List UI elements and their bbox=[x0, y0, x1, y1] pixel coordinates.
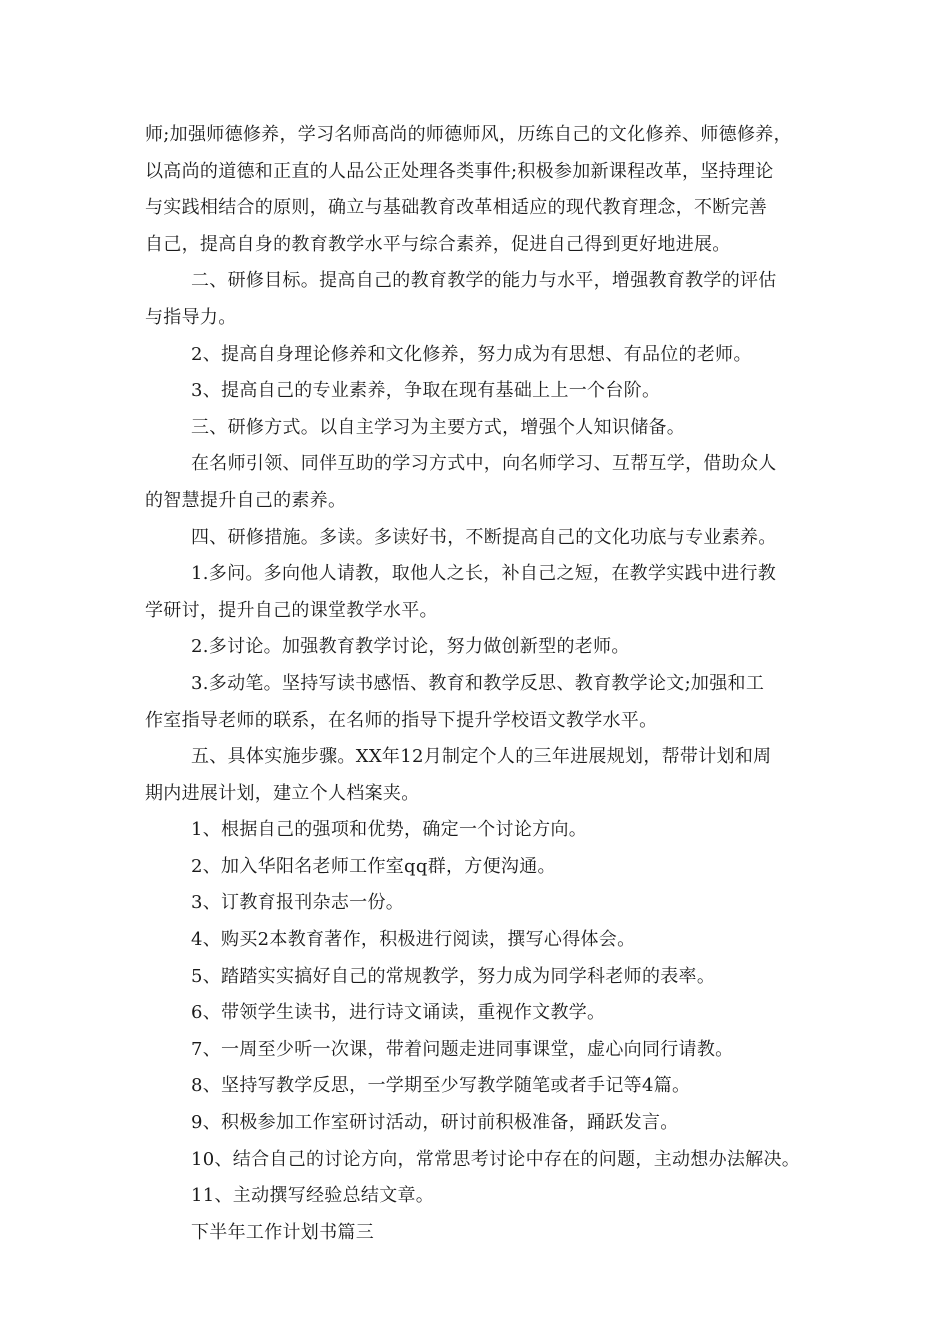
text-line: 三、研修方式。以自主学习为主要方式，增强个人知识储备。 bbox=[191, 416, 686, 438]
text-line: 5、踏踏实实搞好自己的常规教学，努力成为同学科老师的表率。 bbox=[191, 965, 716, 987]
text-line: 2、提高自身理论修养和文化修养，努力成为有思想、有品位的老师。 bbox=[191, 343, 752, 365]
text-line: 师;加强师德修养，学习名师高尚的师德师风，历练自己的文化修养、师德修养， bbox=[145, 124, 792, 145]
text-line: 9、积极参加工作室研讨活动，研讨前积极准备，踊跃发言。 bbox=[191, 1112, 679, 1134]
document-body bbox=[145, 117, 825, 1251]
text-line: 4、购买2本教育著作，积极进行阅读，撰写心得体会。 bbox=[191, 929, 636, 951]
text-line: 2.多讨论。加强教育教学讨论，努力做创新型的老师。 bbox=[191, 636, 630, 658]
text-line: 以高尚的道德和正直的人品公正处理各类事件;积极参加新课程改革，坚持理论 bbox=[145, 160, 774, 182]
text-line: 1、根据自己的强项和优势，确定一个讨论方向。 bbox=[191, 819, 588, 841]
text-line: 作室指导老师的联系，在名师的指导下提升学校语文教学水平。 bbox=[145, 709, 658, 731]
text-line: 在名师引领、同伴互助的学习方式中，向名师学习、互帮互学，借助众人 bbox=[191, 453, 777, 475]
text-line: 二、研修目标。提高自己的教育教学的能力与水平，增强教育教学的评估 bbox=[191, 270, 777, 292]
text-line: 2、加入华阳名老师工作室qq群，方便沟通。 bbox=[191, 855, 556, 877]
text-line: 11、主动撰写经验总结文章。 bbox=[191, 1185, 435, 1207]
text-line: 3.多动笔。坚持写读书感悟、教育和教学反思、教育教学论文;加强和工 bbox=[191, 672, 765, 694]
text-line: 的智慧提升自己的素养。 bbox=[145, 489, 347, 511]
text-line: 四、研修措施。多读。多读好书，不断提高自己的文化功底与专业素养。 bbox=[191, 526, 777, 548]
text-line: 与指导力。 bbox=[145, 306, 237, 328]
text-line: 1.多问。多向他人请教，取他人之长，补自己之短，在教学实践中进行教 bbox=[191, 563, 777, 585]
text-line: 3、提高自己的专业素养，争取在现有基础上上一个台阶。 bbox=[191, 380, 661, 402]
text-line: 学研讨，提升自己的课堂教学水平。 bbox=[145, 599, 438, 621]
text-line: 8、坚持写教学反思，一学期至少写教学随笔或者手记等4篇。 bbox=[191, 1075, 691, 1097]
text-line: 下半年工作计划书篇三 bbox=[191, 1221, 374, 1243]
text-line: 期内进展计划，建立个人档案夹。 bbox=[145, 782, 420, 804]
text-line: 3、订教育报刊杂志一份。 bbox=[191, 892, 405, 914]
text-line: 10、结合自己的讨论方向，常常思考讨论中存在的问题，主动想办法解决。 bbox=[191, 1148, 801, 1170]
text-line: 五、具体实施步骤。XX年12月制定个人的三年进展规划，帮带计划和周 bbox=[191, 746, 772, 768]
text-line: 7、一周至少听一次课，带着问题走进同事课堂，虚心向同行请教。 bbox=[191, 1038, 734, 1060]
text-line: 与实践相结合的原则，确立与基础教育改革相适应的现代教育理念，不断完善 bbox=[145, 197, 768, 219]
text-line: 6、带领学生读书，进行诗文诵读，重视作文教学。 bbox=[191, 1002, 606, 1024]
text-line: 自己，提高自身的教育教学水平与综合素养，促进自己得到更好地进展。 bbox=[145, 233, 731, 255]
